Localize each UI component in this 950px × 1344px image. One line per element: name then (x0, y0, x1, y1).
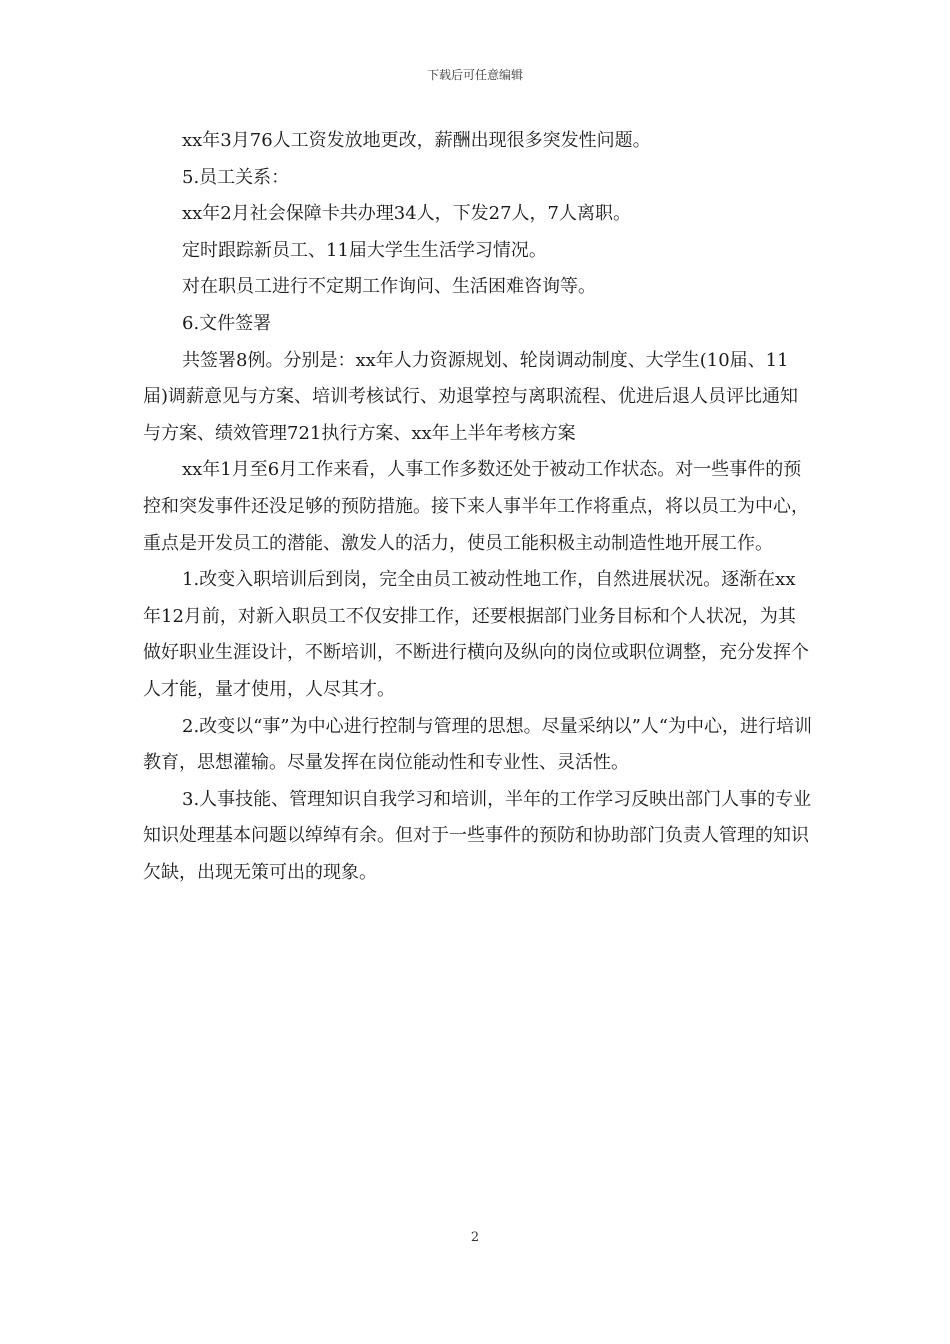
section-heading: 5.员工关系： (182, 166, 290, 188)
paragraph: 定时跟踪新员工、11届大学生生活学习情况。 (182, 239, 547, 261)
paragraph: 共签署8例。分别是：xx年人力资源规划、轮岗调动制度、大学生(10届、11届)调薪意见与方案、培训考核试行、劝退掌控与离职流程、优进后退人员评比通知与方案、绩效管理721执行方案、xx年上半年考核方案 (143, 349, 799, 444)
paragraph: xx年1月至6月工作来看，人事工作多数还处于被动工作状态。对一些事件的预控和突发事件还没足够的预防措施。接下来人事半年工作将重点，将以员工为中心，重点是开发员工的潜能、激发人的活力，使员工能积极主动制造性地开展工作。 (143, 459, 809, 554)
section-heading: 6.文件签署 (182, 312, 272, 334)
paragraph: 对在职员工进行不定期工作询问、生活困难咨询等。 (182, 276, 596, 298)
paragraph: xx年3月76人工资发放地更改，薪酬出现很多突发性问题。 (182, 130, 651, 151)
page-number: 2 (470, 1230, 480, 1245)
paragraph: 2.改变以“事”为中心进行控制与管理的思想。尽量采纳以”人“为中心，进行培训教育，思想灌输。尽量发挥在岗位能动性和专业性、灵活性。 (143, 715, 812, 774)
paragraph: xx年2月社会保障卡共办理34人，下发27人，7人离职。 (182, 203, 632, 225)
paragraph: 3.人事技能、管理知识自我学习和培训，半年的工作学习反映出部门人事的专业知识处理基本问题以绰绰有余。但对于一些事件的预防和协助部门负责人管理的知识欠缺，出现无策可出的现象。 (143, 788, 812, 883)
document-body (143, 123, 813, 891)
page-header: 下载后可任意编辑 (426, 68, 523, 82)
paragraph: 1.改变入职培训后到岗，完全由员工被动性地工作，自然进展状况。逐渐在xx年12月前，对新入职员工不仅安排工作，还要根据部门业务目标和个人状况，为其做好职业生涯设计，不断培训，不断进行横向及纵向的岗位或职位调整，充分发挥个人才能，量才使用，人尽其才。 (143, 569, 809, 700)
